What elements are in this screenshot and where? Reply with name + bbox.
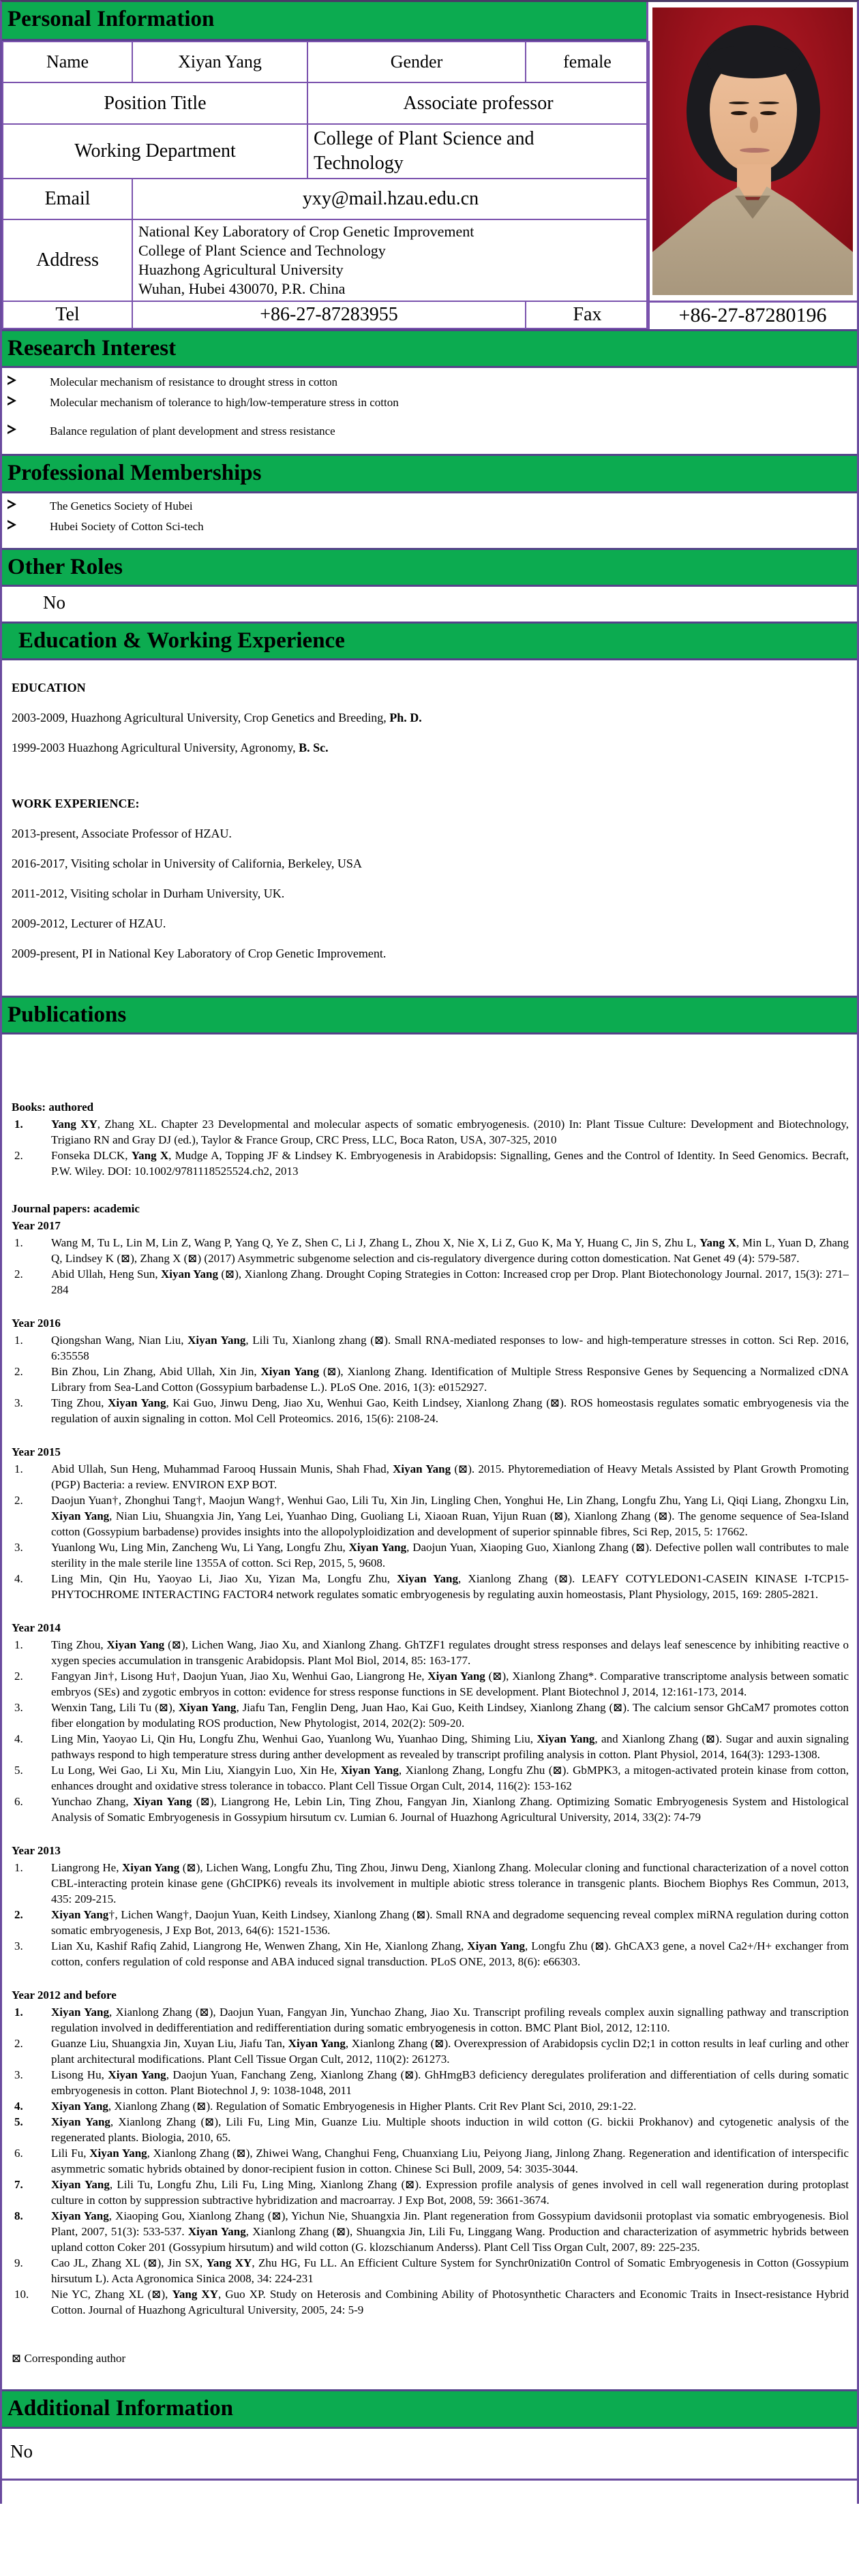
section-title: Research Interest: [7, 336, 177, 361]
email-value: yxy@mail.hzau.edu.cn: [132, 179, 649, 219]
publication-year-heading: Year 2014: [12, 1621, 61, 1635]
publication-year-heading: Year 2015: [12, 1445, 61, 1459]
section-title: Personal Information: [7, 7, 215, 31]
journal-papers-heading: Journal papers: academic: [12, 1202, 140, 1216]
list-item: [6, 424, 850, 439]
work-experience-item: 2009-2012, Lecturer of HZAU.: [12, 917, 166, 930]
publication-citation: Lisong Hu, Xiyan Yang, Daojun Yuan, Fanchang Zeng, Xianlong Zhang (⊠). GhHmgB3 deficiency deregulates proliferation and differentiation of cells during somatic embryogenesis in cotton. Plant Biotechnol J, 9: 1038-1048, 2011: [51, 2068, 849, 2098]
name-value: Xiyan Yang: [132, 42, 307, 82]
position-title-value: Associate professor: [307, 82, 649, 124]
publication-year-heading: Year 2016: [12, 1317, 61, 1330]
publication-item: [12, 1332, 849, 1364]
publication-item: [12, 1762, 849, 1794]
publication-citation: Guanze Liu, Shuangxia Jin, Xuyan Liu, Jiafu Tan, Xiyan Yang, Xianlong Zhang (⊠). Overexpression of Arabidopsis cyclin D2;1 in cotton results in leaf curling and other plant architectural modifications. Plant Cell Tissue Organ Cult, 2012, 110(2): 261273.: [51, 2037, 849, 2066]
publication-citation: Nie YC, Zhang XL (⊠), Yang XY, Guo XP. Study on Heterosis and Combining Ability of Photosynthetic Characters and Economic Traits in Insect-resistance Hybrid Cotton. Journal of Huazhong Agricultural University, 2005, 24: 5-9: [51, 2288, 849, 2317]
arrow-bullet-icon: [6, 424, 50, 435]
address-line: National Key Laboratory of Crop Genetic Improvement: [138, 223, 474, 240]
work-experience-item: 2009-present, PI in National Key Laboratory of Crop Genetic Improvement.: [12, 947, 387, 960]
publication-number: 4.: [14, 2100, 23, 2113]
publication-citation: Daojun Yuan†, Zhonghui Tang†, Maojun Wang†, Wenhui Gao, Lili Tu, Xin Jin, Lingling Chen, Yonghui He, Lin Zhang, Longfu Zhu, Yang Li, Qiqi Liang, Zhongxu Lin, Xiyan Yang, Nian Liu, Shuangxia Jin, Yang Lei, Yuanhao Ding, Guoliang Li, Xiaoan Ruan, Yijun Ruan (⊠), Xianlong Zhang (⊠). The genome sequence of Sea-Island cotton (Gossypium barbadense) provides insights into the allopolyploidization and development of superior spinnable fibres, Sci Rep, 2015, 5: 17662.: [51, 1494, 849, 1539]
arrow-bullet-icon: [6, 499, 50, 510]
profile-photo: [652, 7, 853, 295]
publication-citation: Wenxin Tang, Lili Tu (⊠), Xiyan Yang, Jiafu Tan, Fenglin Deng, Juan Hao, Kai Guo, Keith Lindsey, Xianlong Zhang (⊠). The calcium sensor GhCaM7 promotes cotton fiber elongation by modulating ROS production, New Phytologist, 2014, 202(2): 509-20.: [51, 1701, 849, 1730]
publication-citation: Lili Fu, Xiyan Yang, Xianlong Zhang (⊠), Zhiwei Wang, Changhui Feng, Chuanxiang Liu, Peiyong Jiang, Jinlong Zhang. Regeneration and identification of interspecific asymmetric somatic hybrids obtained by donor-recipient fusion in cotton. Chinese Sci Bull, 2009, 54: 3035-3044.: [51, 2147, 849, 2176]
publication-citation: Abid Ullah, Heng Sun, Xiyan Yang (⊠), Xianlong Zhang. Drought Coping Strategies in Cotton: Increased crop per Drop. Plant Biotechonology Journal. 2017, 15(3): 271–284: [51, 1268, 849, 1297]
publication-number: 3.: [14, 1701, 23, 1715]
personal-info-section: [2, 2, 857, 329]
publication-citation: Fangyan Jin†, Lisong Hu†, Daojun Yuan, Jiao Xu, Wenhui Gao, Liangrong He, Xiyan Yang (⊠), Xianlong Zhang*. Comparative transcriptome analysis between somatic embryos (SEs) and zygotic embryos in cotton: evidence for stress response functions in SE development. Plant Biotechnol J, 2014, 12:161-173, 2014.: [51, 1670, 849, 1699]
publication-number: 6.: [14, 2147, 23, 2160]
list-item-text: Molecular mechanism of resistance to drought stress in cotton: [50, 375, 338, 389]
section-title: Other Roles: [7, 554, 123, 579]
publication-citation: Yuanlong Wu, Ling Min, Zancheng Wu, Li Yang, Longfu Zhu, Xiyan Yang, Daojun Yuan, Xiaoping Guo, Xianlong Zhang (⊠). Defective pollen wall contributes to male sterility in the male sterile line 1355A of cotton. Sci Rep, 2015, 5, 9608.: [51, 1541, 849, 1570]
publication-number: 4.: [14, 1572, 23, 1586]
section-header-education-working-experience: [2, 622, 857, 660]
publication-item: [12, 1492, 849, 1539]
list-item: [6, 375, 850, 390]
publication-item: [12, 2177, 849, 2208]
publication-item: [12, 1148, 849, 1179]
working-department-label: Working Department: [3, 124, 307, 179]
publication-item: [12, 1395, 849, 1426]
name-label: Name: [3, 42, 132, 82]
section-title: Additional Information: [7, 2396, 233, 2421]
publication-number: 3.: [14, 1541, 23, 1554]
list-item-text: Hubei Society of Cotton Sci-tech: [50, 519, 204, 533]
section-header-professional-memberships: [2, 454, 857, 493]
gender-value: female: [526, 42, 649, 82]
publication-citation: Fonseka DLCK, Yang X, Mudge A, Topping JF & Lindsey K. Embryogenesis in Arabidopsis: Signalling, Genes and the Control of Identity. In Seed Genomics. Becraft, P.W. Wiley. DOI: 10.1002/9781118525524.ch2, 2013: [51, 1149, 849, 1178]
publication-item: [12, 2036, 849, 2067]
publication-citation: Cao JL, Zhang XL (⊠), Jin SX, Yang XY, Zhu HG, Fu LL. An Efficient Culture System for Synchr0nizati0n Control of Somatic Embryogenesis in Cotton (Gossypium hirsutum L). Acta Agronomica Sinica 2008, 34: 224-231: [51, 2256, 849, 2286]
publication-citation: Bin Zhou, Lin Zhang, Abid Ullah, Xin Jin, Xiyan Yang (⊠), Xianlong Zhang. Identification of Multiple Stress Responsive Genes by Sequencing a Normalized cDNA Library from Sea-Land Cotton (Gossypium barbadense L.). PLoS One. 2016, 1(3): e0152927.: [51, 1365, 849, 1394]
publication-item: [12, 1907, 849, 1938]
publication-item: [12, 2145, 849, 2177]
address-line: College of Plant Science and Technology: [138, 242, 386, 259]
publication-number: 2.: [14, 1908, 23, 1922]
publication-number: 1.: [14, 1861, 23, 1875]
publication-item: [12, 1461, 849, 1492]
publication-number: 8.: [14, 2209, 23, 2223]
publication-item: [12, 1668, 849, 1700]
personal-info-table: [2, 41, 650, 329]
fax-value: +86-27-87280196: [648, 301, 857, 328]
publication-item: [12, 1364, 849, 1395]
section-title: Publications: [7, 1002, 127, 1027]
gender-label: Gender: [307, 42, 526, 82]
arrow-bullet-icon: [6, 395, 50, 406]
arrow-bullet-icon: [6, 375, 50, 386]
publication-number: 1.: [14, 1118, 23, 1131]
publication-year-heading: Year 2017: [12, 1219, 61, 1233]
publication-citation: Lian Xu, Kashif Rafiq Zahid, Liangrong He, Wenwen Zhang, Xin He, Xianlong Zhang, Xiyan Yang, Longfu Zhu (⊠). GhCAX3 gene, a novel Ca2+/H+ exchanger from cotton, confers regulation of cold response and ABA induced signal transduction. PLoS ONE, 2013, 8(6): e66303.: [51, 1939, 849, 1969]
publication-citation: Abid Ullah, Sun Heng, Muhammad Farooq Hussain Munis, Shah Fhad, Xiyan Yang (⊠). 2015. Phytoremediation of Heavy Metals Assisted by Plant Growth Promoting (PGP) Bacteria: a review. ENVIRON EXP BOT.: [51, 1462, 849, 1492]
publication-number: 7.: [14, 2178, 23, 2192]
work-experience-item: 2016-2017, Visiting scholar in University of California, Berkeley, USA: [12, 857, 362, 870]
publication-number: 1.: [14, 1334, 23, 1347]
publication-item: [12, 1266, 849, 1298]
publication-citation: Qiongshan Wang, Nian Liu, Xiyan Yang, Lili Tu, Xianlong zhang (⊠). Small RNA-mediated responses to low- and high-temperature stresses in cotton. Sci Rep. 2016, 6:35558: [51, 1334, 849, 1363]
publication-citation: Lu Long, Wei Gao, Li Xu, Min Liu, Xiangyin Luo, Xin He, Xiyan Yang, Xianlong Zhang, Longfu Zhu (⊠). GbMPK3, a mitogen-activated protein kinase from cotton, enhances drought and oxidative stress tolerance in tobacco. Plant Cell Tissue Organ Cult, 2014, 116(2): 153-162: [51, 1764, 849, 1793]
publication-number: 10.: [14, 2288, 29, 2301]
corresponding-author-footnote: ⊠ Corresponding author: [12, 2352, 126, 2365]
address-line: Wuhan, Hubei 430070, P.R. China: [138, 280, 346, 297]
publication-citation: Xiyan Yang, Xiaoping Gou, Xianlong Zhang (⊠), Yichun Nie, Shuangxia Jin. Plant regeneration from Gossypium davidsonii protoplast via somatic embryogenesis. Biol Plant, 2007, 51(3): 533-537. Xiyan Yang, Xianlong Zhang (⊠), Shuangxia Jin, Lili Fu, Linggang Wang. Production and characterization of asymmetric hybrids between upland cotton Coker 201 (Gossypium hirsutum) and wild cotton (G. klozschianum Anderss). Plant Cell Tiss Organ Cult, 2007, 89: 225-235.: [51, 2209, 849, 2254]
email-label: Email: [3, 179, 132, 219]
additional-information-value: No: [2, 2429, 857, 2481]
research-interest-list: [2, 368, 857, 454]
publication-number: 2.: [14, 1670, 23, 1683]
publication-citation: Ling Min, Qin Hu, Yaoyao Li, Jiao Xu, Yizan Ma, Longfu Zhu, Xiyan Yang, Xianlong Zhang (⊠). LEAFY COTYLEDON1-CASEIN KINASE I-TCP15-PHYTOCHROME INTERACTING FACTOR4 network regulates somatic embryogenesis by regulating auxin homeostasis, Plant Physiology, 2015, 169: 2805-2821.: [51, 1572, 849, 1601]
publication-item: [12, 1731, 849, 1762]
work-experience-item: 2011-2012, Visiting scholar in Durham University, UK.: [12, 887, 285, 900]
publication-citation: Xiyan Yang, Lili Tu, Longfu Zhu, Lili Fu, Ling Ming, Xianlong Zhang (⊠). Expression profile analysis of genes involved in cell wall regeneration during protoplast culture in cotton by suppression subtractive hybridization and macroarray. J Exp Bot, 2008, 59: 3661-3674.: [51, 2178, 849, 2207]
position-title-label: Position Title: [3, 82, 307, 124]
education-item: 2003-2009, Huazhong Agricultural University, Crop Genetics and Breeding, Ph. D.: [12, 711, 422, 724]
publication-citation: Xiyan Yang, Xianlong Zhang (⊠), Lili Fu, Ling Min, Guanze Liu. Multiple shoots induction in wild cotton (G. bickii Prokhanov) and cytogenetic analysis of the regenerated plants. Biologia, 2010, 65.: [51, 2115, 849, 2145]
publication-item: [12, 1637, 849, 1668]
list-item-text: Molecular mechanism of tolerance to high/low-temperature stress in cotton: [50, 396, 399, 410]
publication-number: 2.: [14, 1149, 23, 1163]
publication-number: 3.: [14, 1396, 23, 1410]
education-heading: EDUCATION: [12, 681, 86, 694]
publication-item: [12, 2114, 849, 2145]
publication-number: 5.: [14, 1764, 23, 1777]
list-item: [6, 395, 850, 410]
publication-number: 4.: [14, 1732, 23, 1746]
publication-item: [12, 1860, 849, 1907]
publication-item: [12, 2255, 849, 2286]
publication-citation: Xiyan Yang†, Lichen Wang†, Daojun Yuan, Keith Lindsey, Xianlong Zhang (⊠). Small RNA and degradome sequencing reveal complex miRNA regulation during cotton somatic embryogenesis, J Exp Bot, 2013, 64(6): 1521-1536.: [51, 1908, 849, 1937]
publication-item: [12, 2208, 849, 2255]
work-experience-item: 2013-present, Associate Professor of HZAU.: [12, 827, 232, 840]
publications-content: [2, 1034, 857, 2389]
section-title: Professional Memberships: [7, 461, 262, 486]
publication-number: 1.: [14, 1638, 23, 1652]
tel-value: +86-27-87283955: [132, 301, 526, 328]
publication-item: [12, 1571, 849, 1602]
publication-citation: Yunchao Zhang, Xiyan Yang (⊠), Liangrong He, Lebin Lin, Ting Zhou, Fangyan Jin, Xianlong Zhang. Optimizing Somatic Embryogenesis System and Histological Analysis of Somatic Embryogenesis in Gossypium hirsutum cv. Lumian 6. Journal of Huazhong Agricultural University, 2014, 33(2): 74-79: [51, 1795, 849, 1824]
fax-label: Fax: [526, 301, 649, 328]
publication-number: 1.: [14, 2006, 23, 2019]
tel-label: Tel: [3, 301, 132, 328]
books-heading: Books: authored: [12, 1101, 94, 1114]
publication-item: [12, 2004, 849, 2036]
publication-number: 2.: [14, 1494, 23, 1507]
working-department-value: College of Plant Science and Technology: [307, 124, 649, 179]
publication-citation: Ling Min, Yaoyao Li, Qin Hu, Longfu Zhu, Wenhui Gao, Yuanlong Wu, Yuanhao Ding, Shiming Liu, Xiyan Yang, and Xianlong Zhang (⊠). Sugar and auxin signaling pathways respond to high temperature stress during anther development as revealed by transcript profiling analysis in cotton. Plant Physiol, 2014, 164(3): 1293-1308.: [51, 1732, 849, 1762]
publication-citation: Liangrong He, Xiyan Yang (⊠), Lichen Wang, Longfu Zhu, Ting Zhou, Jinwu Deng, Xianlong Zhang. Molecular cloning and functional characterization of a novel cotton CBL-interacting protein kinase gene (GhCIPK6) reveals its involvement in multiple abiotic stress tolerance in transgenic plants. Biochem Biophys Res Commun, 2013, 435: 209-215.: [51, 1861, 849, 1906]
publication-year-heading: Year 2013: [12, 1844, 61, 1858]
section-header-additional-information: [2, 2389, 857, 2428]
publication-item: [12, 2286, 849, 2318]
work-experience-heading: WORK EXPERIENCE:: [12, 797, 140, 810]
publication-number: 3.: [14, 2068, 23, 2082]
publication-item: [12, 1700, 849, 1731]
publication-number: 1.: [14, 1462, 23, 1476]
list-item-text: The Genetics Society of Hubei: [50, 499, 193, 512]
address-label: Address: [3, 219, 132, 301]
section-header-personal-information: [2, 2, 646, 41]
publication-item: [12, 1794, 849, 1825]
publication-number: 2.: [14, 1268, 23, 1281]
memberships-list: [2, 493, 857, 548]
publication-citation: Wang M, Tu L, Lin M, Lin Z, Wang P, Yang Q, Ye Z, Shen C, Li J, Zhang L, Zhou X, Nie X, Li Z, Guo K, Ma Y, Huang C, Jin S, Zhu L, Yang X, Min L, Yuan D, Zhang Q, Lindsey K (⊠), Zhang X (⊠) (2017) Asymmetric subgenome selection and cis-regulatory divergence during cotton domestication. Nat Genet 49 (4): 579-587.: [51, 1236, 849, 1266]
publication-citation: Xiyan Yang, Xianlong Zhang (⊠). Regulation of Somatic Embryogenesis in Higher Plants. Crit Rev Plant Sci, 2010, 29:1-22.: [51, 2100, 637, 2113]
list-item: [6, 499, 850, 514]
publication-number: 3.: [14, 1939, 23, 1953]
publication-item: [12, 1938, 849, 1969]
section-header-other-roles: [2, 548, 857, 587]
publication-citation: Ting Zhou, Xiyan Yang (⊠), Lichen Wang, Jiao Xu, and Xianlong Zhang. GhTZF1 regulates drought stress responses and delays leaf senescence by inhibiting reactive o xygen species accumulation in transgenic Arabidopsis. Plant Mol Biol, 2014, 85: 163-177.: [51, 1638, 849, 1668]
publication-number: 2.: [14, 1365, 23, 1379]
publication-number: 2.: [14, 2037, 23, 2051]
list-item: [6, 519, 850, 534]
publication-citation: Xiyan Yang, Xianlong Zhang (⊠), Daojun Yuan, Fangyan Jin, Yunchao Zhang, Jiao Xu. Transcript profiling reveals complex auxin signalling pathway and transcription regulation involved in dedifferentiation and redifferentiation during somatic embryogenesis in cotton. BMC Plant Biol, 2012, 12:110.: [51, 2006, 849, 2035]
arrow-bullet-icon: [6, 519, 50, 530]
list-item-text: Balance regulation of plant development and stress resistance: [50, 425, 335, 438]
publication-citation: Ting Zhou, Xiyan Yang, Kai Guo, Jinwu Deng, Jiao Xu, Wenhui Gao, Keith Lindsey, Xianlong Zhang (⊠). ROS homeostasis regulates somatic embryogenesis via the regulation of auxin signaling in cotton. Mol Cell Proteomics. 2016, 15(6): 2108-24.: [51, 1396, 849, 1426]
publication-item: [12, 1539, 849, 1571]
publication-citation: Yang XY, Zhang XL. Chapter 23 Developmental and molecular aspects of somatic embryogenesis. (2010) In: Plant Tissue Culture: Development and Biotechnology, Trigiano RN and Gray DJ (ed.), Taylor & France Group, CRC Press, LLC, Boca Raton, USA, 307-325, 2010: [51, 1118, 849, 1147]
publication-number: 6.: [14, 1795, 23, 1809]
publication-number: 9.: [14, 2256, 23, 2270]
publication-item: [12, 2067, 849, 2098]
bottom-spacer: [2, 2481, 857, 2504]
publication-item: [12, 1235, 849, 1266]
publication-year-heading: Year 2012 and before: [12, 1989, 117, 2002]
publication-item: [12, 2098, 849, 2114]
address-value: [132, 219, 649, 301]
address-line: Huazhong Agricultural University: [138, 261, 344, 278]
publication-number: 5.: [14, 2115, 23, 2129]
section-title: Education & Working Experience: [18, 628, 345, 653]
other-roles-value: No: [43, 592, 65, 613]
education-content: [2, 660, 857, 996]
section-header-research-interest: [2, 329, 857, 368]
education-item: 1999-2003 Huazhong Agricultural University, Agronomy, B. Sc.: [12, 741, 329, 754]
publication-number: 1.: [14, 1236, 23, 1250]
publication-item: [12, 1116, 849, 1148]
section-header-publications: [2, 996, 857, 1034]
